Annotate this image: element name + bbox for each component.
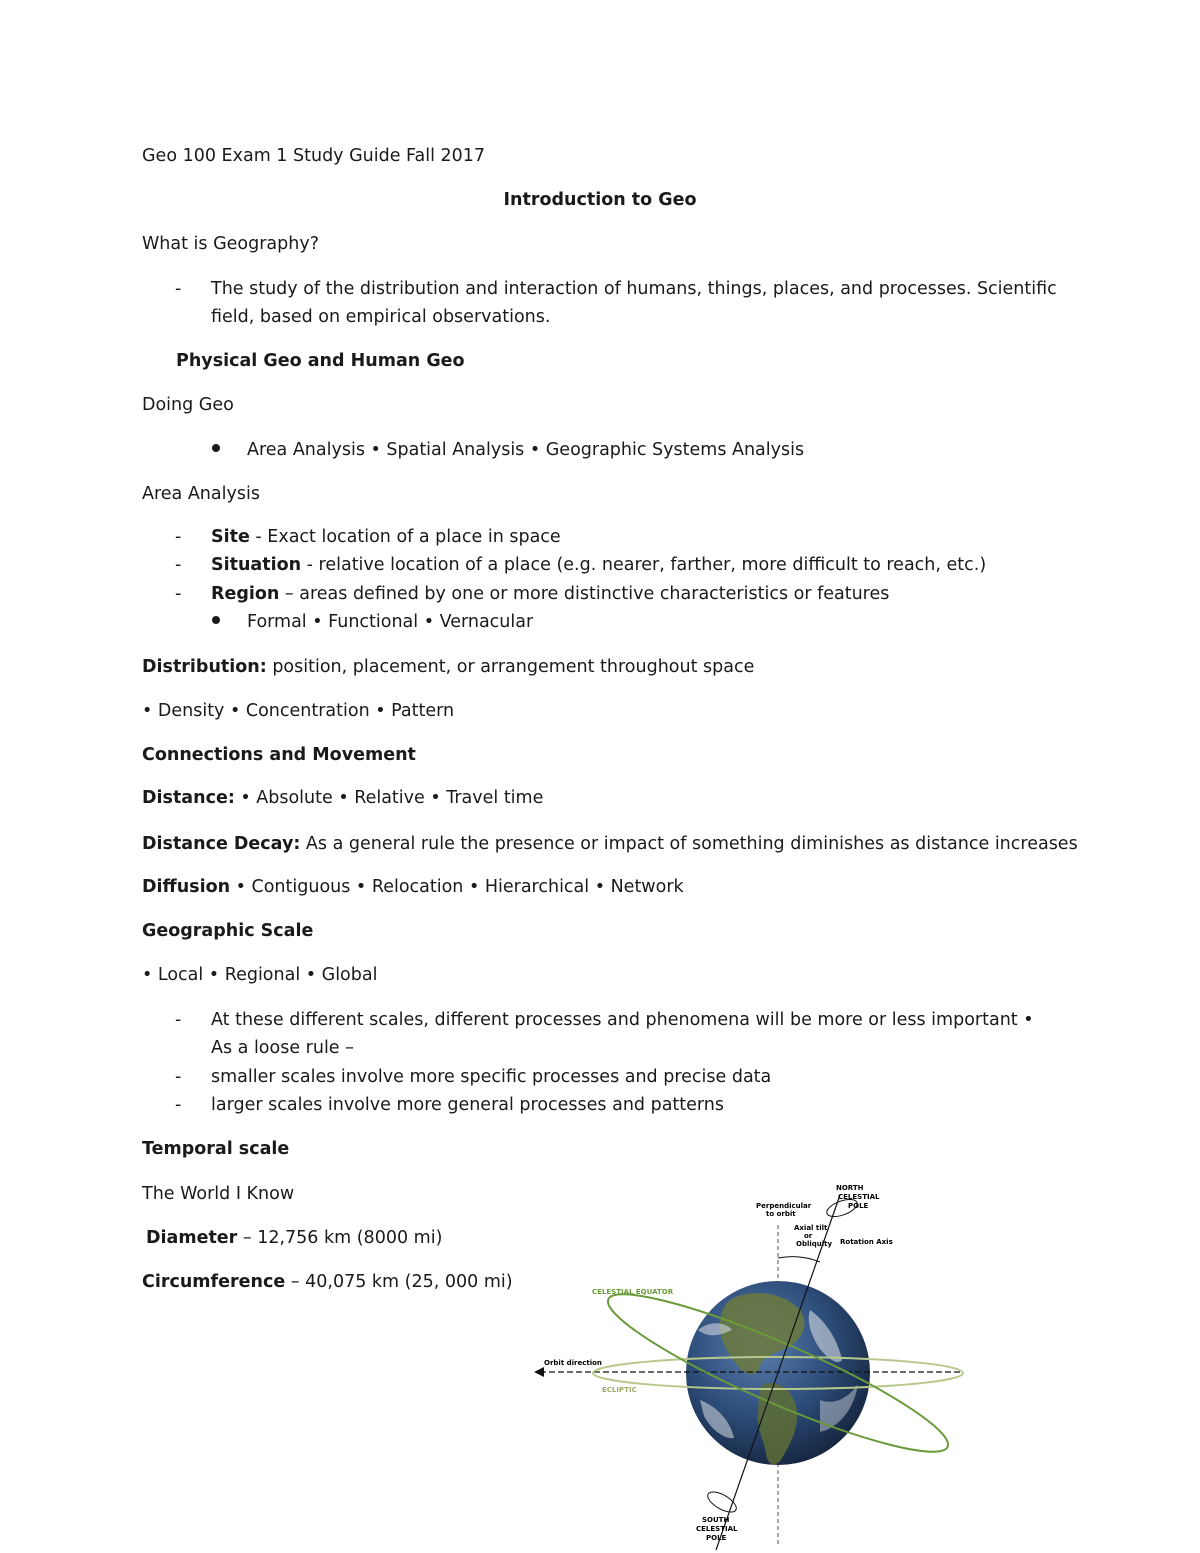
physical-human-heading: Physical Geo and Human Geo (176, 351, 465, 371)
list-dash: - (175, 279, 182, 299)
south-pole-label-1: SOUTH (702, 1516, 730, 1524)
orbit-direction-label: Orbit direction (544, 1359, 602, 1367)
axial-tilt-label-3: Obliquity (796, 1240, 833, 1248)
area-analysis-heading: Area Analysis (142, 484, 260, 504)
perpendicular-label-2: to orbit (766, 1210, 796, 1218)
circumference-line (142, 1271, 513, 1293)
situation-def: - relative location of a place (e.g. nearer, farther, more difficult to reach, etc.) (301, 555, 987, 575)
diffusion-items: • Contiguous • Relocation • Hierarchical • Network (230, 877, 684, 897)
site-term: Site (211, 527, 250, 547)
decay-term: Distance Decay: (142, 834, 301, 854)
north-pole-label-3: POLE (848, 1202, 869, 1210)
doc-title: Introduction to Geo (503, 190, 697, 210)
bullet-dot (212, 616, 220, 624)
bullet-dot (212, 444, 220, 452)
diameter-line (146, 1227, 442, 1249)
situation-item (211, 554, 986, 576)
temporal-heading: Temporal scale (142, 1139, 290, 1159)
region-item (211, 583, 889, 605)
site-item (211, 526, 561, 548)
distribution-term: Distribution: (142, 657, 267, 677)
list-dash: - (175, 555, 182, 575)
celestial-equator-label: CELESTIAL EQUATOR (592, 1288, 674, 1296)
diffusion-line (142, 876, 684, 898)
scale-items: • Local • Regional • Global (142, 965, 378, 985)
south-pole-label-2: CELESTIAL (696, 1525, 738, 1533)
definition-line-2: field, based on empirical observations. (211, 307, 551, 327)
south-pole-label-3: POLE (706, 1534, 727, 1542)
decay-def: As a general rule the presence or impact of something diminishes as distance increases (300, 834, 1078, 854)
list-dash: - (175, 1010, 182, 1030)
axial-tilt-label-1: Axial tilt (794, 1224, 828, 1232)
diameter-term: Diameter (146, 1228, 238, 1248)
distribution-line (142, 656, 754, 678)
what-is-heading: What is Geography? (142, 234, 319, 254)
distribution-items: • Density • Concentration • Pattern (142, 701, 455, 721)
axial-tilt-arc (778, 1257, 820, 1262)
distance-items: • Absolute • Relative • Travel time (234, 788, 544, 808)
scale-note-line-2: As a loose rule – (211, 1038, 354, 1058)
region-term: Region (211, 584, 280, 604)
situation-term: Situation (211, 555, 302, 575)
earth-tilt-diagram (520, 1170, 970, 1550)
perpendicular-label-1: Perpendicular (756, 1202, 812, 1210)
definition-line-1: The study of the distribution and interaction of humans, things, places, and processes. Scientific (211, 279, 1057, 299)
axial-tilt-label-2: or (804, 1232, 813, 1240)
distance-decay-line (142, 833, 1078, 855)
region-def: – areas defined by one or more distinctive characteristics or features (279, 584, 890, 604)
circumference-value: – 40,075 km (25, 000 mi) (285, 1272, 513, 1292)
list-dash: - (175, 584, 182, 604)
scale-heading: Geographic Scale (142, 921, 314, 941)
doing-geo-heading: Doing Geo (142, 395, 234, 415)
connections-heading: Connections and Movement (142, 745, 416, 765)
scale-note-line-1: At these different scales, different processes and phenomena will be more or less important • (211, 1010, 1034, 1030)
list-dash: - (175, 1095, 182, 1115)
diffusion-term: Diffusion (142, 877, 231, 897)
north-pole-label-1: NORTH (836, 1184, 864, 1192)
circumference-term: Circumference (142, 1272, 286, 1292)
region-types: Formal • Functional • Vernacular (247, 612, 534, 632)
rotation-axis-label: Rotation Axis (840, 1238, 893, 1246)
site-def: - Exact location of a place in space (249, 527, 561, 547)
ecliptic-label: ECLIPTIC (602, 1386, 637, 1394)
distance-term: Distance: (142, 788, 235, 808)
distance-line (142, 787, 543, 809)
distribution-def: position, placement, or arrangement throughout space (266, 657, 755, 677)
diameter-value: – 12,756 km (8000 mi) (237, 1228, 443, 1248)
world-heading: The World I Know (142, 1184, 295, 1204)
south-pole-ring (705, 1488, 740, 1516)
smaller-scales-item: smaller scales involve more specific processes and precise data (211, 1067, 772, 1087)
list-dash: - (175, 1067, 182, 1087)
doc-header: Geo 100 Exam 1 Study Guide Fall 2017 (142, 146, 486, 166)
orbit-arrow-icon (534, 1367, 544, 1377)
doing-geo-items: Area Analysis • Spatial Analysis • Geographic Systems Analysis (247, 440, 805, 460)
north-pole-label-2: CELESTIAL (838, 1193, 880, 1201)
list-dash: - (175, 527, 182, 547)
larger-scales-item: larger scales involve more general processes and patterns (211, 1095, 725, 1115)
